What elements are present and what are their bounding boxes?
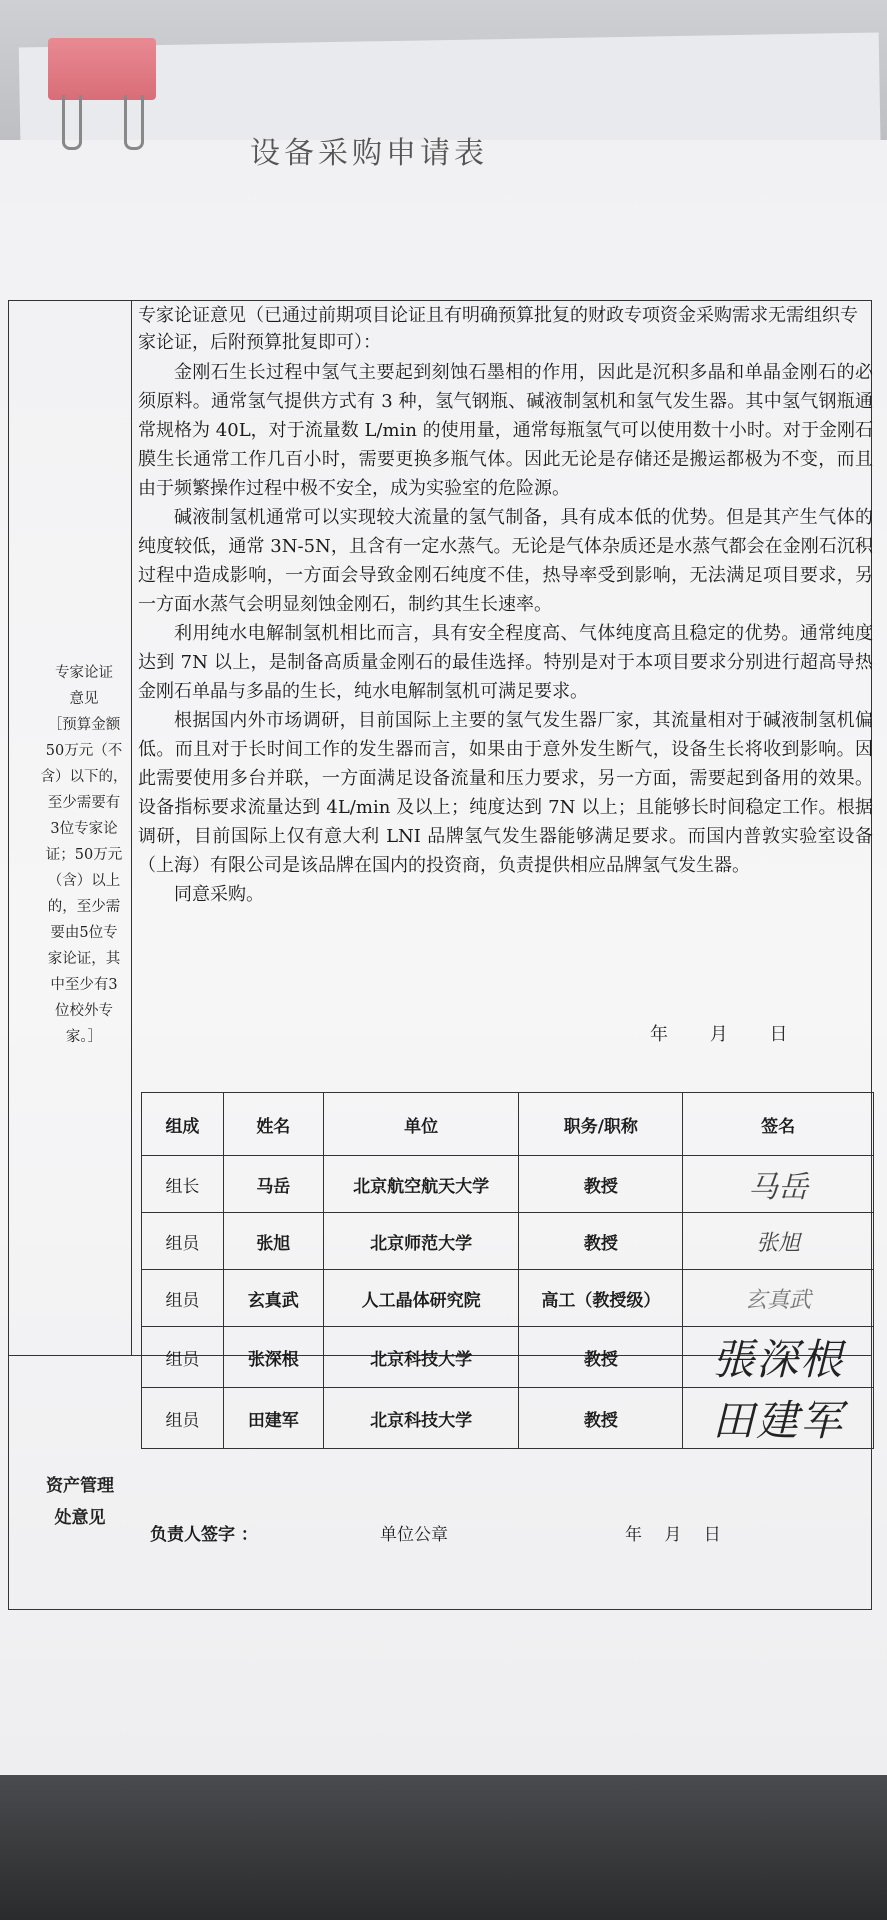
signer-label: 负责人签字 ：: [150, 1525, 258, 1545]
table-header-row: [142, 1093, 874, 1156]
page-title: 设备采购申请表: [250, 136, 488, 171]
column-header: 职务/职称: [519, 1093, 683, 1156]
label-line: （含）以上: [47, 873, 121, 889]
table-row: [142, 1327, 874, 1388]
label-line: 位校外专: [55, 1003, 113, 1019]
opinion-paragraph: 同意采购。: [174, 884, 264, 905]
label-line: 中至少有3: [50, 977, 118, 993]
signature-cell: 马岳: [683, 1156, 874, 1213]
label-line: 至少需要有: [47, 795, 121, 811]
label-line: 专家论证: [55, 665, 113, 681]
name-cell: 张旭: [223, 1213, 323, 1270]
label-line: 的，至少需: [47, 899, 121, 915]
signature-cell: 田建军: [683, 1388, 874, 1449]
label-line: 50万元（不: [45, 743, 123, 759]
label-line: ［预算金额: [47, 717, 121, 733]
title-cell: 教授: [519, 1156, 683, 1213]
column-header: 签名: [683, 1093, 874, 1156]
opinion-paragraph: 利用纯水电解制氢机相比而言，具有安全程度高、气体纯度高且稳定的优势。通常纯度达到 7N 以上，是制备高质量金刚石的最佳选择。特别是对于本项目要求分别进行超高导热金刚石单晶与多晶的生长，纯水电解制氢机可满足要求。: [138, 623, 873, 702]
table-row: [142, 1213, 874, 1270]
column-header: 单位: [323, 1093, 519, 1156]
role-cell: 组员: [142, 1327, 224, 1388]
opinion-paragraph: 根据国内外市场调研，目前国际上主要的氢气发生器厂家，其流量相对于碱液制氢机偏低。而且对于长时间工作的发生器而言，如果由于意外发生断气，设备生长将收到影响。因此需要使用多台并联，一方面满足设备流量和压力要求，另一方面，需要起到备用的效果。设备指标要求流量达到 4L/min 及以上；纯度达到 7N 以上；且能够长时间稳定工作。根据调研，目前国际上仅有意大利 LNI 品牌氢气发生器能够满足要求。而国内普敦实验室设备（上海）有限公司是该品牌在国内的投资商，负责提供相应品牌氢气发生器。: [138, 710, 873, 876]
binder-clip-icon: [48, 38, 156, 100]
signature-cell: 张旭: [683, 1213, 874, 1270]
asset-section-label: [30, 1470, 130, 1534]
signature-cell: 張深根: [683, 1327, 874, 1388]
title-cell: 高工（教授级）: [519, 1270, 683, 1327]
title-cell: 教授: [519, 1327, 683, 1388]
name-cell: 马岳: [223, 1156, 323, 1213]
label-line: 资产管理: [46, 1476, 114, 1496]
role-cell: 组长: [142, 1156, 224, 1213]
asset-date: 年 月 日: [625, 1525, 721, 1545]
expert-table: [141, 1092, 874, 1449]
seal-label: 单位公章: [380, 1525, 448, 1545]
label-line: 意见: [69, 691, 99, 707]
label-line: 家。］: [65, 1029, 103, 1045]
label-line: 3位专家论: [50, 821, 118, 837]
unit-cell: 北京师范大学: [323, 1213, 519, 1270]
unit-cell: 北京航空航天大学: [323, 1156, 519, 1213]
background-bottom: [0, 1775, 887, 1920]
table-row: [142, 1388, 874, 1449]
unit-cell: 北京科技大学: [323, 1327, 519, 1388]
label-line: 要由5位专: [50, 925, 118, 941]
expert-section-label: [32, 660, 136, 1050]
label-line: 证；50万元: [45, 847, 123, 863]
unit-cell: 人工晶体研究院: [323, 1270, 519, 1327]
opinion-date: 年 月 日: [650, 1024, 788, 1045]
signature-cell: 玄真武: [683, 1270, 874, 1327]
role-cell: 组员: [142, 1270, 224, 1327]
label-line: 家论证，其: [47, 951, 121, 967]
table-row: [142, 1270, 874, 1327]
role-cell: 组员: [142, 1388, 224, 1449]
expert-opinion-body: [138, 358, 873, 909]
clip-wire-left: [62, 95, 82, 150]
opinion-paragraph: 金刚石生长过程中氢气主要起到刻蚀石墨相的作用，因此是沉积多晶和单晶金刚石的必须原料。通常氢气提供方式有 3 种，氢气钢瓶、碱液制氢机和氢气发生器。其中氢气钢瓶通常规格为 40L，对于流量数 L/min 的使用量，通常每瓶氢气可以使用数十小时。对于金刚石膜生长通常工作几百小时，需要更换多瓶气体。因此无论是存储还是搬运都极为不变，而且由于频繁操作过程中极不安全，成为实验室的危险源。: [138, 362, 873, 499]
column-header: 组成: [142, 1093, 224, 1156]
name-cell: 田建军: [223, 1388, 323, 1449]
label-line: 处意见: [54, 1508, 106, 1528]
name-cell: 玄真武: [223, 1270, 323, 1327]
unit-cell: 北京科技大学: [323, 1388, 519, 1449]
role-cell: 组员: [142, 1213, 224, 1270]
column-header: 姓名: [223, 1093, 323, 1156]
clip-wire-right: [124, 95, 144, 150]
table-row: [142, 1156, 874, 1213]
opinion-paragraph: 碱液制氢机通常可以实现较大流量的氢气制备，具有成本低的优势。但是其产生气体的纯度较低，通常 3N-5N，且含有一定水蒸气。无论是气体杂质还是水蒸气都会在金刚石沉积过程中造成影响，一方面会导致金刚石纯度不佳，热导率受到影响，无法满足项目要求，另一方面水蒸气会明显刻蚀金刚石，制约其生长速率。: [138, 507, 873, 615]
name-cell: 张深根: [223, 1327, 323, 1388]
label-line: 含）以下的，: [40, 769, 128, 785]
title-cell: 教授: [519, 1213, 683, 1270]
expert-opinion-heading: 专家论证意见（已通过前期项目论证且有明确预算批复的财政专项资金采购需求无需组织专家论证，后附预算批复即可）：: [138, 305, 858, 353]
title-cell: 教授: [519, 1388, 683, 1449]
